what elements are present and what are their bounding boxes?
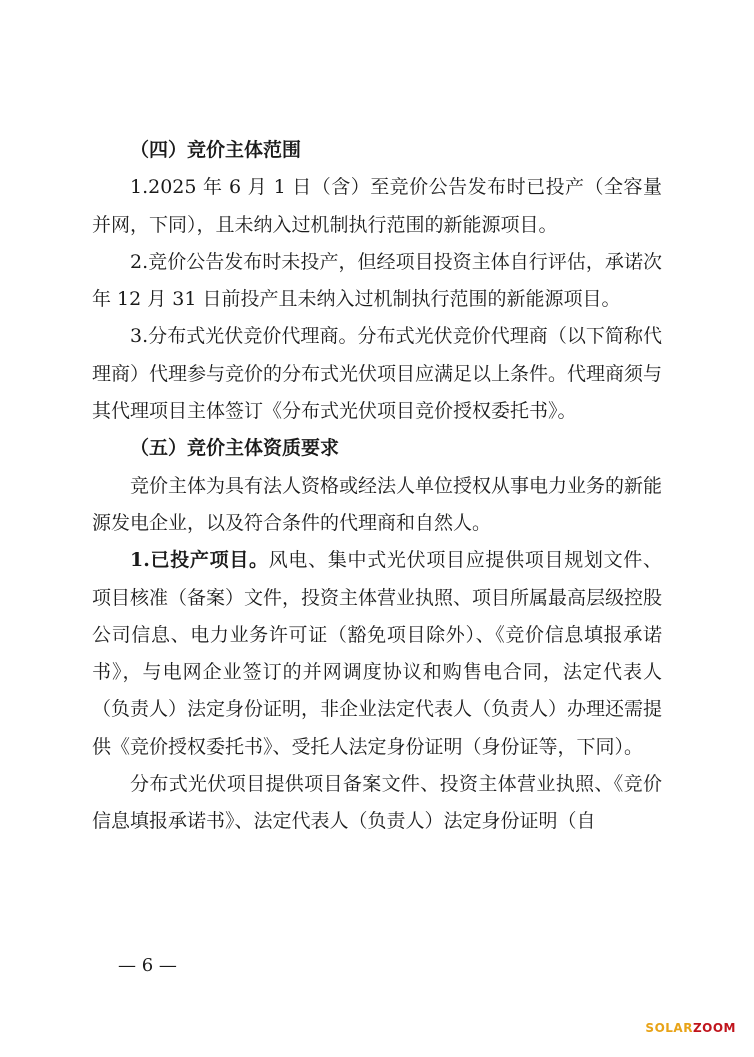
page-number: — 6 — — [118, 955, 177, 976]
section4-item-3: 3.分布式光伏竞价代理商。分布式光伏竞价代理商（以下简称代理商）代理参与竞价的分布式光伏项目应满足以上条件。代理商须与其代理项目主体签订《分布式光伏项目竞价授权委托书》。 — [92, 325, 663, 423]
watermark-part-solar: SOLAR — [645, 1021, 693, 1035]
section5-heading: （五）竞价主体资质要求 — [130, 437, 340, 460]
section4-item-2: 2.竞价公告发布时未投产，但经项目投资主体自行评估，承诺次年 12 月 31 日前投产且未纳入过机制执行范围的新能源项目。 — [92, 250, 662, 311]
section4-heading: （四）竞价主体范围 — [130, 139, 302, 161]
section5-item-1-lead: 1.已投产项目。 — [130, 549, 269, 572]
section5-item-1-distributed: 分布式光伏项目提供项目备案文件、投资主体营业执照、《竞价信息填报承诺书》、法定代表人（负责人）法定身份证明（自 — [92, 773, 662, 833]
section5-item-1-text: 风电、集中式光伏项目应提供项目规划文件、项目核准（备案）文件，投资主体营业执照、项目所属最高层级控股公司信息、电力业务许可证（豁免项目除外）、《竞价信息填报承诺书》，与电网企业签订的并网调度协议和购售电合同，法定代表人（负责人）法定身份证明，非企业法定代表人（负责人）办理还需提供《竞价授权委托书》、受托人法定身份证明（身份证等，下同）。 — [92, 549, 663, 758]
solarzoom-watermark — [645, 1021, 736, 1035]
section4-item-1: 1.2025 年 6 月 1 日（含）至竞价公告发布时已投产（全容量并网，下同），且未纳入过机制执行范围的新能源项目。 — [92, 176, 662, 236]
section5-item-1 — [92, 542, 662, 766]
document-body — [92, 132, 662, 841]
watermark-part-zoom: ZOOM — [692, 1021, 736, 1035]
section5-intro: 竞价主体为具有法人资格或经法人单位授权从事电力业务的新能源发电企业，以及符合条件的代理商和自然人。 — [92, 474, 663, 534]
